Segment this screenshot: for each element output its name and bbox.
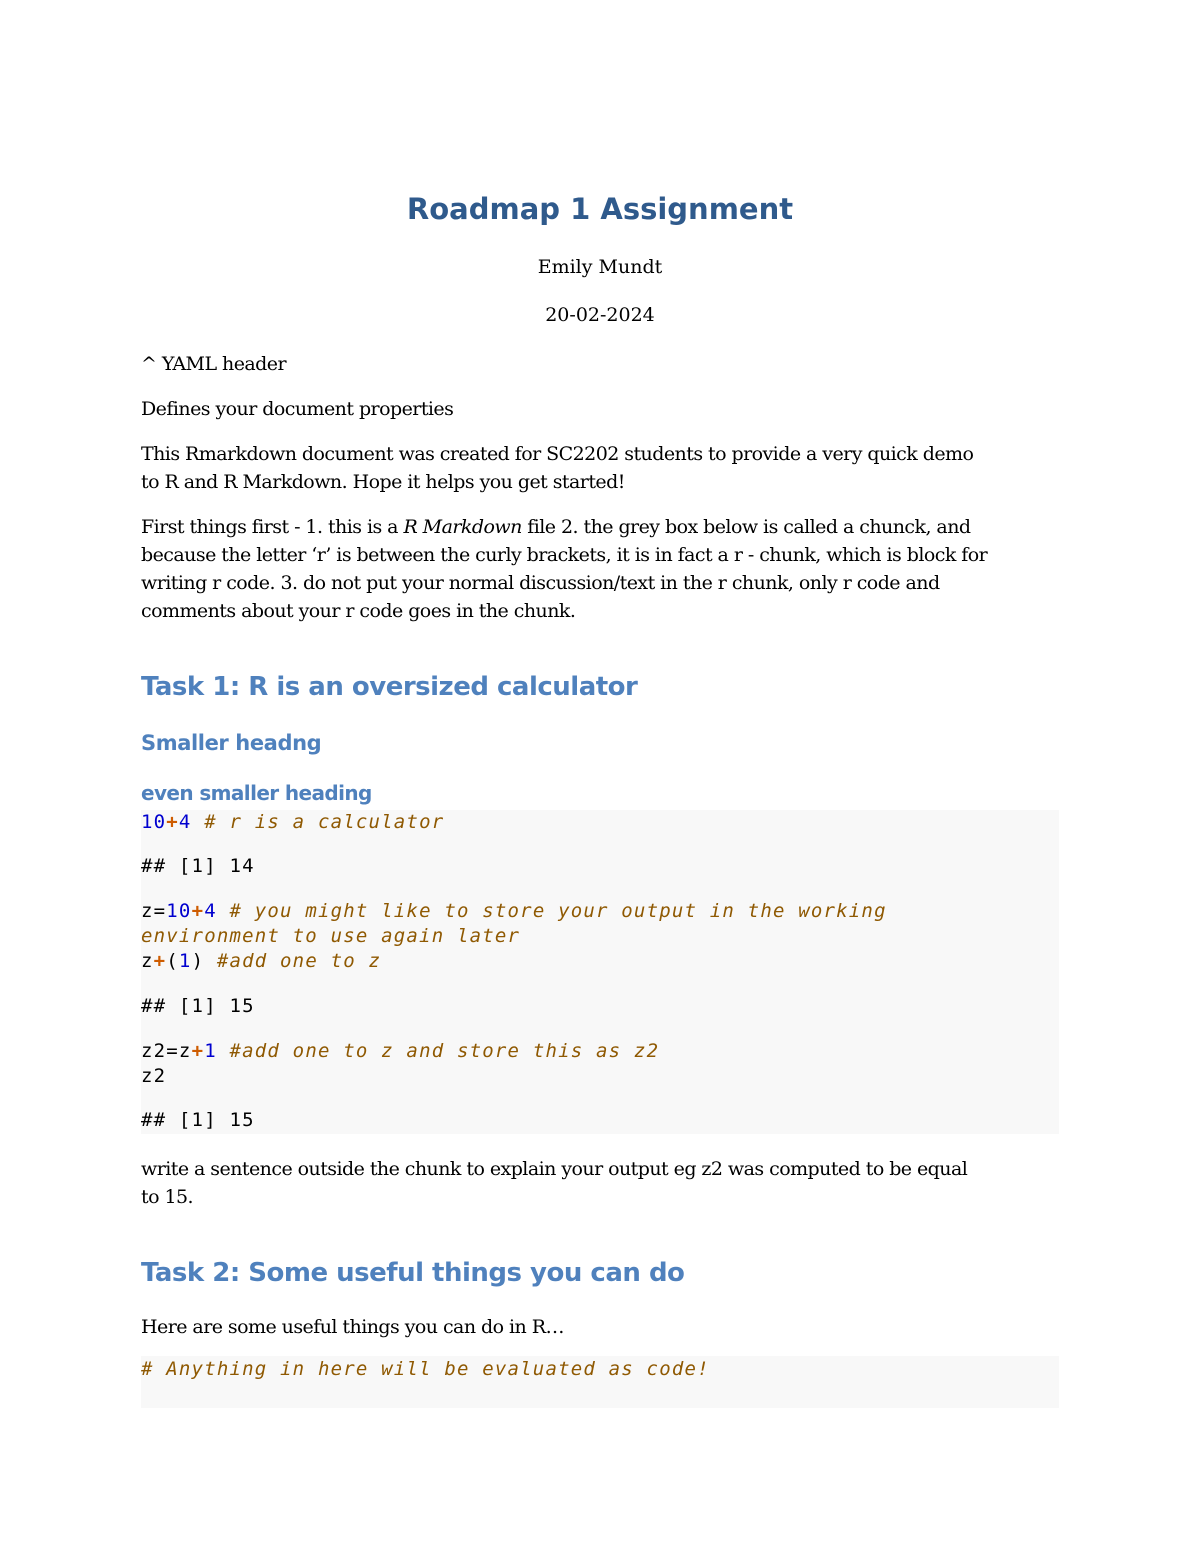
code-comment: #add one to z and store this as z2 (216, 1040, 660, 1062)
document-title: Roadmap 1 Assignment (406, 192, 794, 226)
code-number: 10 (141, 811, 167, 833)
code-operator: + (153, 950, 167, 972)
explain-line-1: write a sentence outside the chunk to explain your output eg z2 was computed to be equal (141, 1158, 968, 1180)
first-things-line-2: because the letter ‘r’ is between the curly brackets, it is in fact a r - chunk, which is block for (141, 544, 988, 566)
created-paragraph (141, 440, 1059, 496)
code-line-assign-z (141, 899, 887, 924)
code-comment: # you might like to store your output in the working (216, 900, 887, 922)
code-paren-open: ( (166, 950, 179, 972)
document-date: 20-02-2024 (545, 304, 655, 326)
code-number: 1 (204, 1040, 217, 1062)
first-things-text-b: file 2. the grey box below is called a chunck, and (521, 516, 971, 538)
code-paren-close: ) (191, 950, 205, 972)
code-number: 10 (166, 900, 192, 922)
task1-subsubheading: even smaller heading (141, 781, 372, 805)
explain-paragraph (141, 1155, 1059, 1211)
code-number: 4 (178, 811, 192, 833)
code-operator: + (166, 811, 179, 833)
defines-paragraph: Defines your document properties (141, 398, 454, 420)
explain-line-2: to 15. (141, 1186, 194, 1208)
code-comment: # r is a calculator (191, 811, 445, 833)
code-assign: = (153, 900, 167, 922)
code-number: 4 (204, 900, 217, 922)
created-line-1: This Rmarkdown document was created for SC2202 students to provide a very quick demo (141, 443, 974, 465)
task2-intro: Here are some useful things you can do in R… (141, 1316, 564, 1338)
first-things-text-a: First things first - 1. this is a (141, 516, 404, 538)
code-assign: = (166, 1040, 179, 1062)
code-comment: #add one to z (204, 950, 382, 972)
code-comment-line: # Anything in here will be evaluated as code! (141, 1358, 710, 1380)
code-variable: z (141, 950, 154, 972)
first-things-paragraph (141, 513, 1059, 625)
created-line-2: to R and R Markdown. Hope it helps you get started! (141, 471, 625, 493)
code-operator: + (191, 1040, 205, 1062)
task1-heading: Task 1: R is an oversized calculator (141, 672, 638, 702)
code-line-assign-z2 (141, 1039, 659, 1064)
task2-heading: Task 2: Some useful things you can do (141, 1258, 685, 1288)
r-markdown-emphasis: R Markdown (403, 516, 522, 538)
code-line-print-z2: z2 (141, 1065, 167, 1087)
code-number: 1 (178, 950, 192, 972)
code-line-calc (141, 810, 444, 835)
code-variable: z (178, 1040, 192, 1062)
code-output-2: ## [1] 15 (141, 995, 255, 1017)
code-comment-continued: environment to use again later (141, 925, 521, 947)
yaml-note: ^ YAML header (141, 353, 287, 375)
code-output-3: ## [1] 15 (141, 1109, 255, 1131)
code-variable: z2 (141, 1040, 167, 1062)
code-chunk-task1 (141, 810, 1059, 1134)
code-output-1: ## [1] 14 (141, 855, 255, 877)
code-chunk-task2 (141, 1356, 1059, 1408)
document-author: Emily Mundt (537, 256, 663, 278)
code-operator: + (191, 900, 205, 922)
task1-subheading: Smaller headng (141, 731, 322, 755)
code-variable: z (141, 900, 154, 922)
first-things-line-3: writing r code. 3. do not put your normal discussion/text in the r chunk, only r code and (141, 572, 940, 594)
first-things-line-4: comments about your r code goes in the chunk. (141, 600, 576, 622)
code-line-add-one (141, 949, 381, 974)
first-things-line-1 (141, 513, 1059, 541)
